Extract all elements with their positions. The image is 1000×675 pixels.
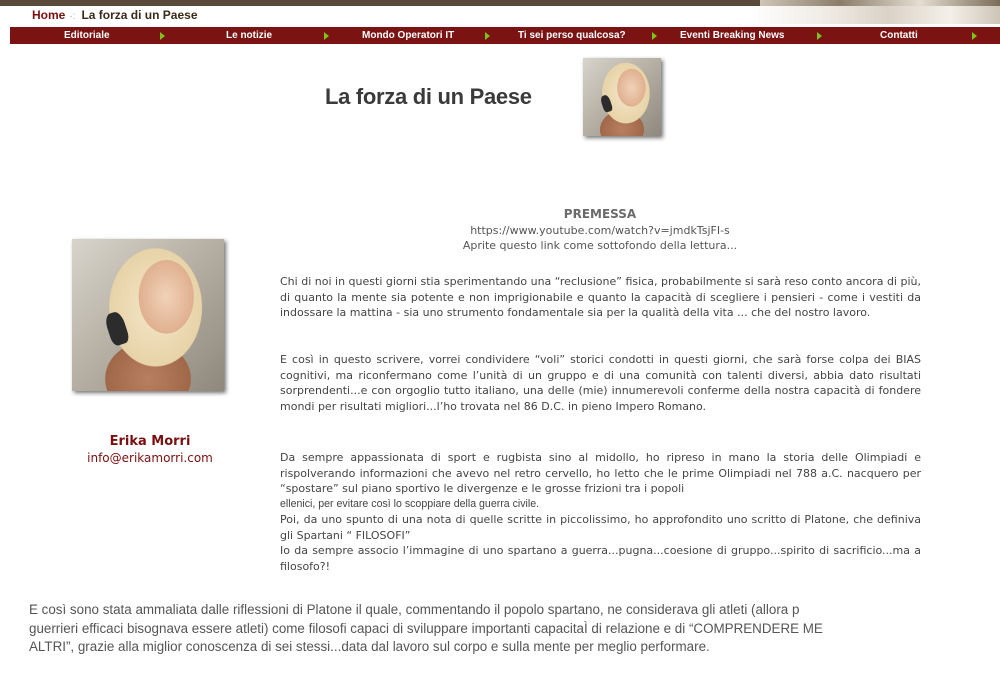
nav-item-mondo-operatori-it[interactable]: Mondo Operatori IT xyxy=(362,30,455,41)
main-nav xyxy=(10,27,1000,44)
nav-item-editoriale[interactable]: Editoriale xyxy=(64,30,110,41)
arrow-right-icon xyxy=(485,32,490,40)
link-note: Aprite questo link come sottofondo della lettura... xyxy=(462,239,738,252)
breadcrumb-current: La forza di un Paese xyxy=(81,8,198,22)
breadcrumb xyxy=(32,8,198,22)
nav-item-ti-sei-perso[interactable]: Ti sei perso qualcosa? xyxy=(518,30,626,41)
header-image-fade xyxy=(750,6,1000,24)
arrow-right-icon xyxy=(324,32,329,40)
wide-paragraph-line-1: E così sono stata ammaliata dalle riflessioni di Platone il quale, commentando il popolo spartano, ne considerava gli atleti (allora p xyxy=(29,602,800,617)
breadcrumb-separator: ·: xyxy=(69,11,76,22)
arrow-right-icon xyxy=(817,32,822,40)
author-email-link[interactable]: info@erikamorri.com xyxy=(87,451,213,465)
article-paragraph-3 xyxy=(280,450,921,574)
article-paragraph-2: E così in questo scrivere, vorrei condividere “voli” storici condotti in questi giorni, che sarà forse colpa dei BIAS cognitivi, ma riconfermano come l’unità di un gruppo e di una comunità con talenti diversi, abbia dato risultati sorprendenti...e con orgoglio tutto italiano, una delle (mie) innumerevoli conferme della nostra capacità di fondere mondi per risultati migliori...l’ho trovata nel 86 D.C. in pieno Impero Romano. xyxy=(280,353,921,413)
arrow-right-icon xyxy=(972,32,977,40)
section-heading-premessa: PREMESSA xyxy=(563,207,637,221)
nav-item-contatti[interactable]: Contatti xyxy=(880,30,918,41)
photo-image xyxy=(583,58,661,136)
article-paragraph-3-text: Da sempre appassionata di sport e rugbista sino al midollo, ho ripreso in mano la storia delle Olimpiadi e rispolverando informazioni che avevo nel retro cervello, ho letto che le prime Olimpiadi nel 788 a.C. nacquero per “spostare” sul piano sportivo le divergenze e le grosse frizioni tra i popoli xyxy=(280,451,921,495)
nav-item-eventi-breaking-news[interactable]: Eventi Breaking News xyxy=(680,30,785,41)
article-paragraph-4: Poi, da uno spunto di una nota di quelle scritte in piccolissimo, ho approfondito uno scritto di Platone, che definiva gli Spartani “ FILOSOFI” xyxy=(280,513,921,542)
arrow-right-icon xyxy=(160,32,165,40)
breadcrumb-home-link[interactable]: Home xyxy=(32,8,66,22)
article-paragraph-5: Io da sempre associo l’immagine di uno spartano a guerra...pugna...coesione di gruppo...spirito di sacrificio...ma a filosofo?! xyxy=(280,544,921,573)
author-photo xyxy=(72,239,224,391)
wide-paragraph-line-3: ALTRI”, grazie alla miglior conoscenza di sei stessi...data dal lavoro sul corpo e sulla mente per meglio performare. xyxy=(29,639,710,654)
author-name: Erika Morri xyxy=(109,434,191,449)
article-paragraph-3-continued: ellenici, per evitare così lo scoppiare della guerra civile. xyxy=(280,497,540,510)
photo-image xyxy=(72,239,224,391)
nav-item-le-notizie[interactable]: Le notizie xyxy=(226,30,273,41)
author-photo-thumbnail xyxy=(583,58,661,136)
wide-paragraph-line-2: guerrieri efficaci bisognava essere atleti) come filosofi capaci di sviluppare importanti capacitaÌ di relazione e di “COMPRENDERE ME xyxy=(29,620,823,636)
page-title: La forza di un Paese xyxy=(325,84,532,109)
article-wide-paragraph xyxy=(29,601,1000,657)
article-paragraph-1: Chi di noi in questi giorni stia sperimentando una “reclusione” fisica, probabilmente si sarà reso conto ancora di più, di quanto la mente sia potente e non imprigionabile e quanto la capacità di scegliere i pensieri - come i vestiti da indossare la mattina - sia uno strumento fondamentale sia per la qualità della vita ... che del nostro lavoro. xyxy=(280,275,921,319)
youtube-link[interactable]: https://www.youtube.com/watch?v=jmdkTsjFI-s xyxy=(470,224,730,237)
arrow-right-icon xyxy=(652,32,657,40)
